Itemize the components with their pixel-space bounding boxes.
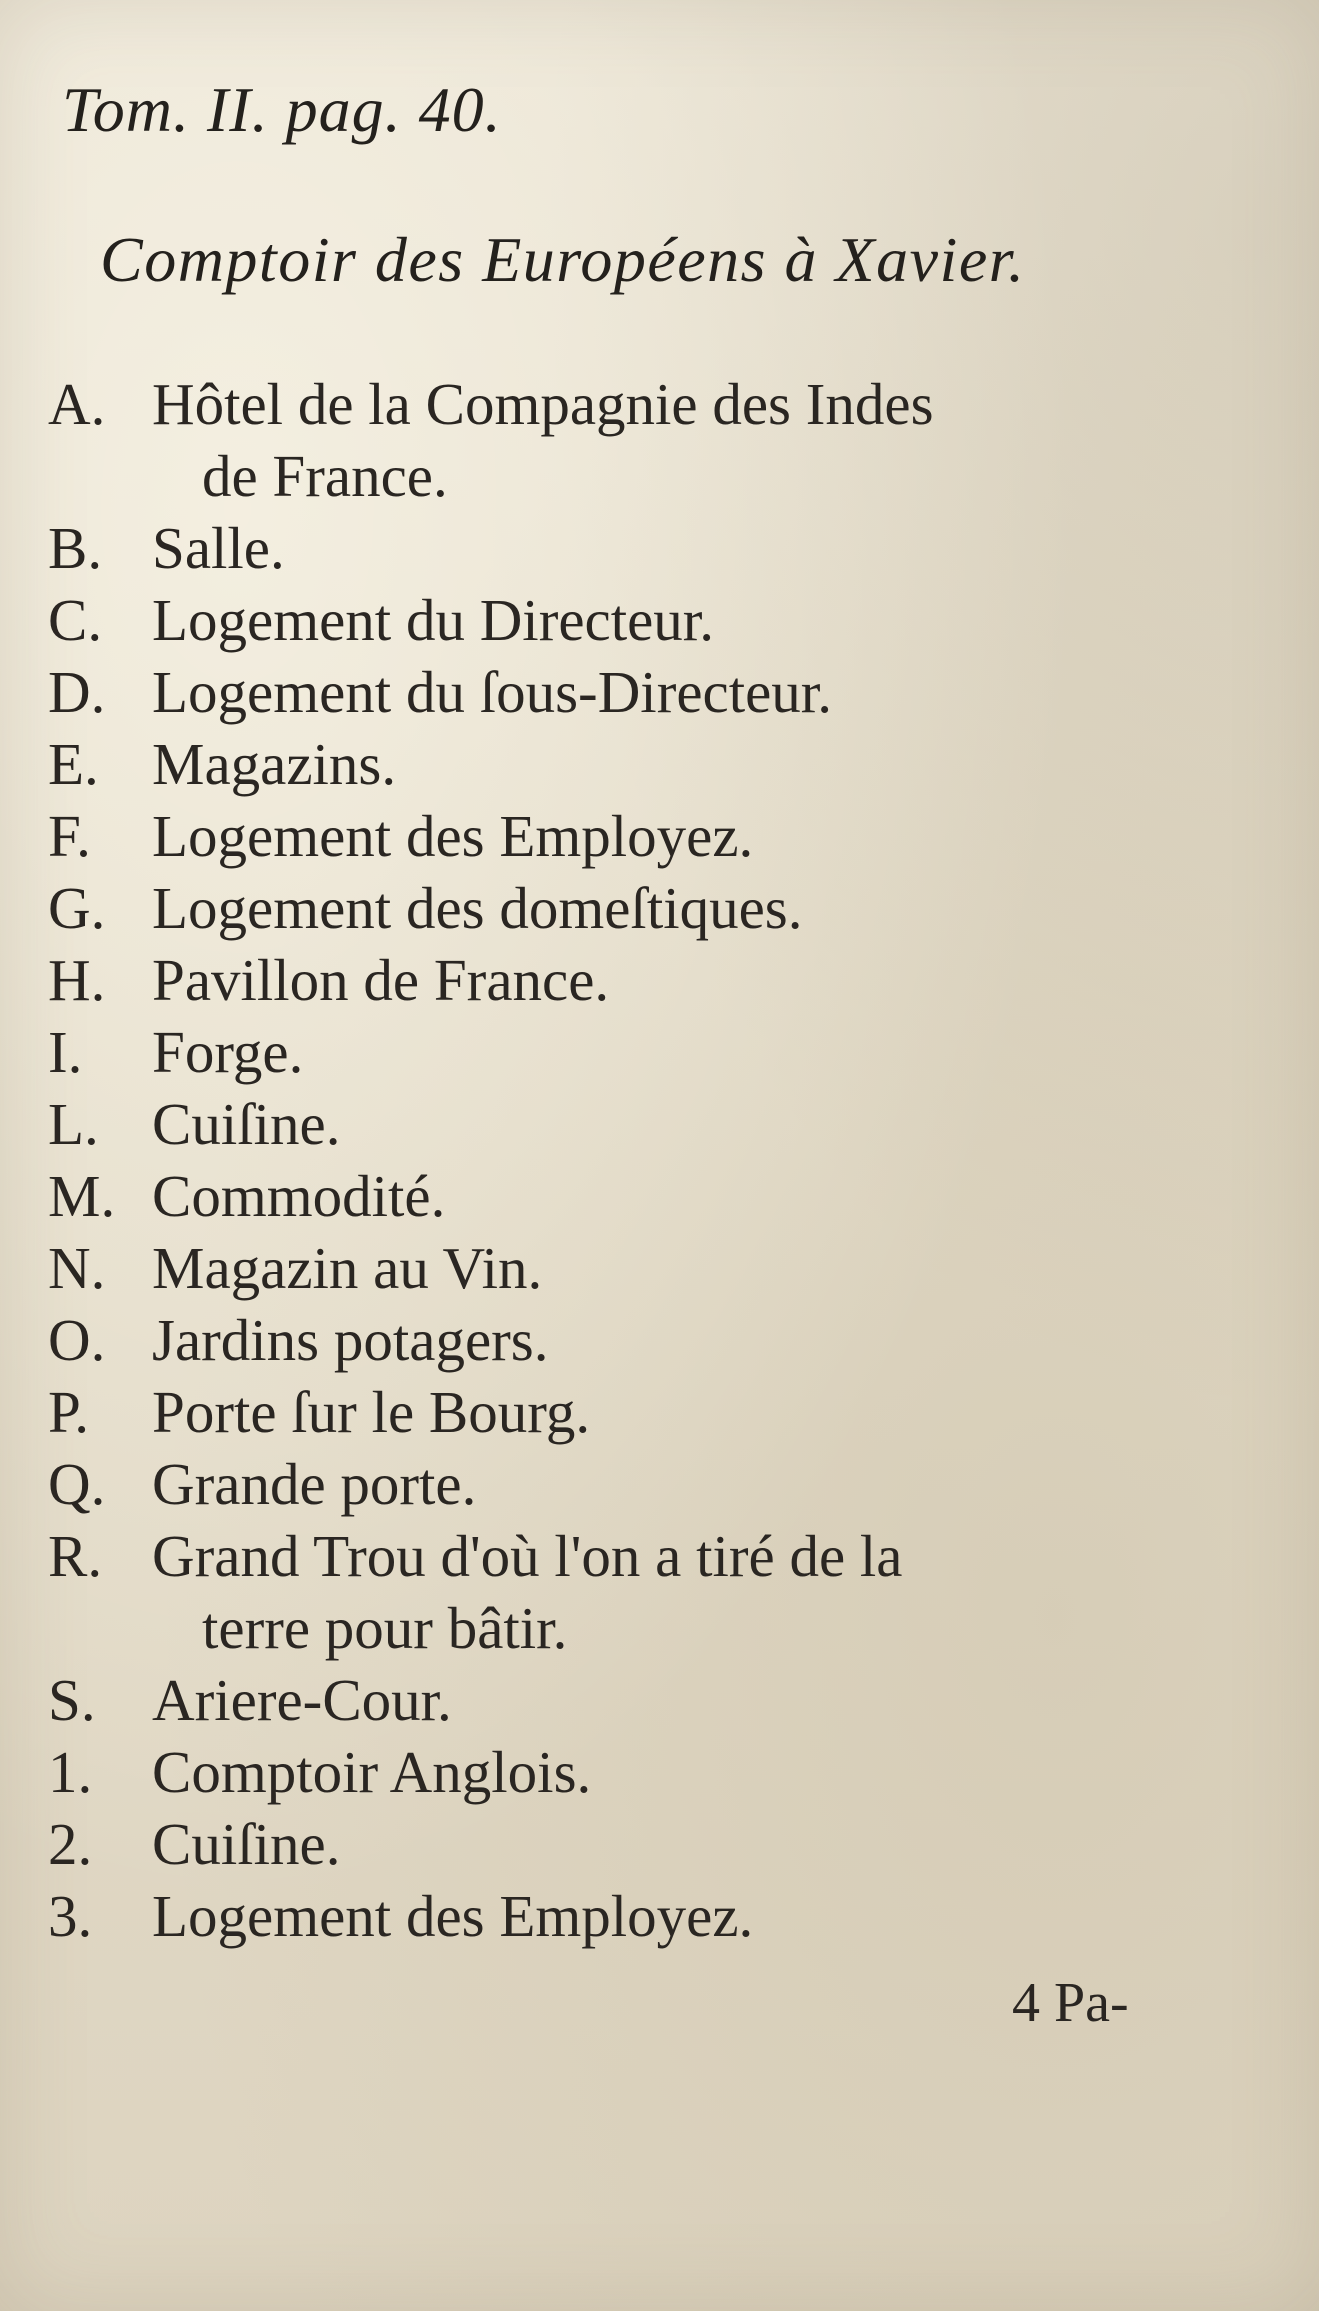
legend-key: E.	[48, 731, 99, 797]
legend-text: Salle.	[152, 515, 285, 581]
legend-item	[48, 1160, 1248, 1232]
legend-text: Porte ſur le Bourg.	[152, 1379, 591, 1445]
legend-key: R.	[48, 1523, 103, 1589]
legend-text: Magazins.	[152, 731, 397, 797]
catchword: 4 Pa-	[1012, 1972, 1129, 2034]
legend-item	[48, 728, 1248, 800]
legend-item	[48, 1088, 1248, 1160]
legend-key: 1.	[48, 1739, 93, 1805]
legend-text	[152, 368, 934, 512]
legend-item	[48, 1376, 1248, 1448]
legend-item	[48, 584, 1248, 656]
legend-list	[48, 368, 1248, 1952]
legend-text: Forge.	[152, 1019, 304, 1085]
legend-text: Logement du ſous-Directeur.	[152, 659, 832, 725]
legend-text: Magazin au Vin.	[152, 1235, 543, 1301]
legend-item	[48, 1520, 1248, 1664]
legend-key: N.	[48, 1235, 106, 1301]
legend-key: D.	[48, 659, 106, 725]
legend-item	[48, 656, 1248, 728]
legend-line-continuation: de France.	[202, 443, 448, 509]
legend-key: O.	[48, 1307, 106, 1373]
legend-item	[48, 368, 1248, 512]
legend-text: Logement des Employez.	[152, 1883, 754, 1949]
legend-key: H.	[48, 947, 106, 1013]
legend-text: Comptoir Anglois.	[152, 1739, 592, 1805]
legend-key: S.	[48, 1667, 96, 1733]
legend-item	[48, 1304, 1248, 1376]
legend-text: Cuiſine.	[152, 1811, 341, 1877]
legend-item	[48, 1016, 1248, 1088]
legend-key: A.	[48, 371, 106, 437]
legend-item	[48, 944, 1248, 1016]
legend-text: Grande porte.	[152, 1451, 477, 1517]
legend-item	[48, 1232, 1248, 1304]
page-title: Comptoir des Européens à Xavier.	[100, 224, 1026, 295]
legend-key: Q.	[48, 1451, 106, 1517]
legend-item	[48, 872, 1248, 944]
legend-key: L.	[48, 1091, 99, 1157]
legend-key: B.	[48, 515, 103, 581]
legend-text	[152, 1520, 902, 1664]
legend-text: Jardins potagers.	[152, 1307, 549, 1373]
legend-key: 3.	[48, 1883, 93, 1949]
legend-key: I.	[48, 1019, 83, 1085]
legend-line: Grand Trou d'où l'on a tiré de la	[152, 1523, 903, 1589]
legend-key: M.	[48, 1163, 116, 1229]
legend-text: Commodité.	[152, 1163, 446, 1229]
legend-item	[48, 1736, 1248, 1808]
legend-text: Logement des domeſtiques.	[152, 875, 803, 941]
page-reference: Tom. II. pag. 40.	[62, 74, 502, 145]
legend-item	[48, 1664, 1248, 1736]
legend-line: Hôtel de la Compagnie des Indes	[152, 371, 934, 437]
legend-key: P.	[48, 1379, 90, 1445]
legend-text: Logement des Employez.	[152, 803, 754, 869]
legend-key: C.	[48, 587, 103, 653]
legend-key: G.	[48, 875, 106, 941]
legend-item	[48, 1808, 1248, 1880]
legend-line-continuation: terre pour bâtir.	[202, 1595, 568, 1661]
legend-text: Ariere-Cour.	[152, 1667, 452, 1733]
legend-item	[48, 800, 1248, 872]
legend-item	[48, 1448, 1248, 1520]
legend-text: Pavillon de France.	[152, 947, 610, 1013]
legend-key: F.	[48, 803, 91, 869]
legend-key: 2.	[48, 1811, 93, 1877]
legend-item	[48, 512, 1248, 584]
legend-text: Cuiſine.	[152, 1091, 341, 1157]
legend-item	[48, 1880, 1248, 1952]
legend-text: Logement du Directeur.	[152, 587, 714, 653]
